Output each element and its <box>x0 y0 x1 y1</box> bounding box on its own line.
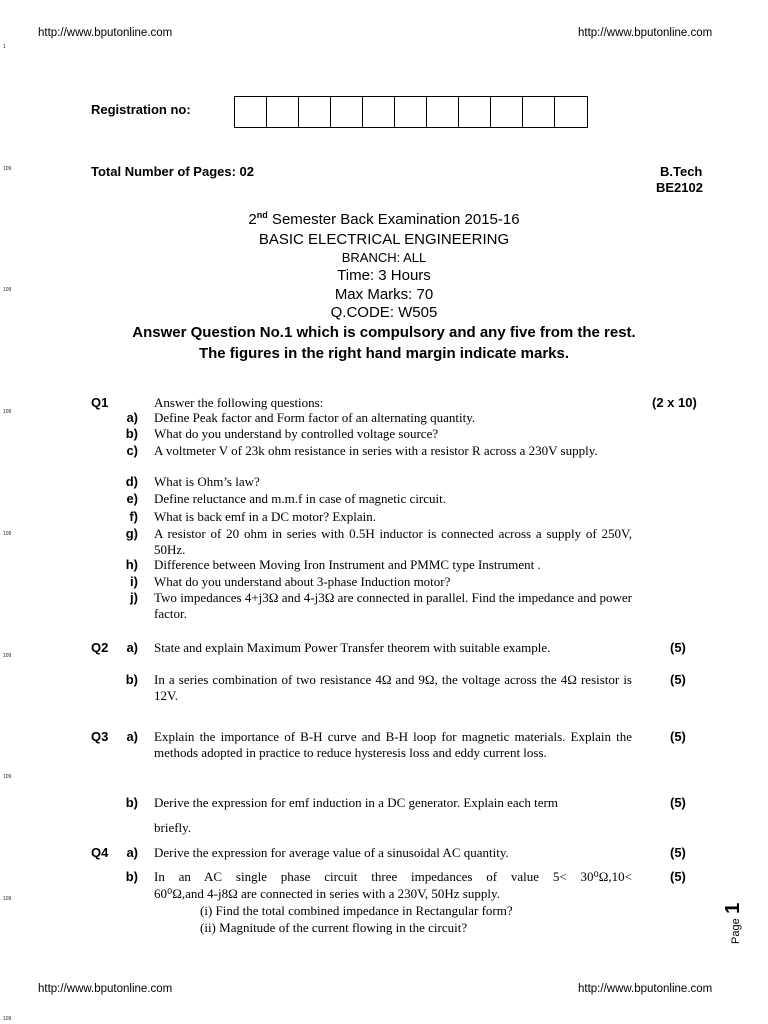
question-marks: (5) <box>670 869 686 884</box>
subquestion-text: What do you understand about 3-phase Induction motor? <box>154 574 451 589</box>
margin-number: 109 <box>3 166 12 172</box>
subquestion-label: i) <box>130 574 138 589</box>
subquestion-text-continued: briefly. <box>154 820 192 835</box>
question-marks: (5) <box>670 729 686 744</box>
subquestion-label: b) <box>125 426 138 441</box>
instruction-line-1: Answer Question No.1 which is compulsory and any five from the rest. <box>132 324 636 341</box>
subquestion-text: Derive the expression for average value of a sinusoidal AC quantity. <box>154 845 509 860</box>
branch: BRANCH: ALL <box>341 250 427 265</box>
registration-boxes[interactable] <box>234 96 588 128</box>
subquestion-label: b) <box>125 672 138 687</box>
subquestion-part: (ii) Magnitude of the current flowing in the circuit? <box>200 920 468 935</box>
subquestion-text: What is back emf in a DC motor? Explain. <box>154 509 377 524</box>
margin-number: 109 <box>3 896 12 902</box>
registration-digit-box[interactable] <box>235 97 267 127</box>
question-marks: (5) <box>670 640 686 655</box>
subquestion-label: e) <box>126 491 138 506</box>
subquestion-text: State and explain Maximum Power Transfer theorem with suitable example. <box>154 640 551 655</box>
page-number-label: Page 1 <box>722 902 744 944</box>
subquestion-text: Define Peak factor and Form factor of an alternating quantity. <box>154 410 476 425</box>
subquestion-label: a) <box>126 640 138 655</box>
subquestion-text: Difference between Moving Iron Instrument and PMMC type Instrument . <box>154 557 541 572</box>
subject-title: BASIC ELECTRICAL ENGINEERING <box>258 231 510 248</box>
margin-number: 109 <box>3 1016 12 1022</box>
question-intro: Answer the following questions: <box>154 395 324 410</box>
subquestion-label: a) <box>126 845 138 860</box>
registration-digit-box[interactable] <box>555 97 587 127</box>
subquestion-text: Two impedances 4+j3Ω and 4-j3Ω are connected in parallel. Find the impedance and power factor. <box>154 590 632 621</box>
registration-digit-box[interactable] <box>299 97 331 127</box>
question-marks: (5) <box>670 672 686 687</box>
exam-time: Time: 3 Hours <box>337 267 431 284</box>
subquestion-label: b) <box>125 869 138 884</box>
margin-number: 109 <box>3 774 12 780</box>
registration-digit-box[interactable] <box>395 97 427 127</box>
registration-digit-box[interactable] <box>331 97 363 127</box>
subquestion-label: j) <box>130 590 138 605</box>
registration-digit-box[interactable] <box>427 97 459 127</box>
margin-number: 109 <box>3 287 12 293</box>
course-name: B.Tech <box>660 164 703 179</box>
question-number: Q3 <box>91 729 109 744</box>
registration-label: Registration no: <box>91 102 191 117</box>
header-url-left[interactable]: http://www.bputonline.com <box>38 27 173 39</box>
registration-digit-box[interactable] <box>267 97 299 127</box>
subquestion-text: A voltmeter V of 23k ohm resistance in series with a resistor R across a 230V supply. <box>154 443 598 458</box>
registration-digit-box[interactable] <box>363 97 395 127</box>
question-number: Q1 <box>91 395 109 410</box>
subquestion-label: a) <box>126 410 138 425</box>
footer-url-left[interactable]: http://www.bputonline.com <box>38 983 173 995</box>
subquestion-text-continued: 60⁰Ω,and 4-j8Ω are connected in series with a 230V, 50Hz supply. <box>154 886 500 901</box>
question-number: Q2 <box>91 640 109 655</box>
registration-digit-box[interactable] <box>523 97 555 127</box>
subquestion-label: f) <box>129 509 138 524</box>
question-number: Q4 <box>91 845 109 860</box>
question-marks: (5) <box>670 795 686 810</box>
question-code: Q.CODE: W505 <box>330 304 438 321</box>
subject-code: BE2102 <box>656 180 703 195</box>
subquestion-text: What is Ohm’s law? <box>154 474 260 489</box>
footer-url-right[interactable]: http://www.bputonline.com <box>578 983 713 995</box>
subquestion-label: a) <box>126 729 138 744</box>
max-marks: Max Marks: 70 <box>334 286 434 303</box>
subquestion-text: In an AC single phase circuit three impedances of value 5< 30⁰Ω,10< <box>154 869 632 884</box>
subquestion-label: d) <box>125 474 138 489</box>
registration-digit-box[interactable] <box>459 97 491 127</box>
margin-number: 109 <box>3 409 12 415</box>
margin-number: 109 <box>3 653 12 659</box>
question-marks: (5) <box>670 845 686 860</box>
subquestion-text: Explain the importance of B-H curve and B-H loop for magnetic materials. Explain the methods adopted in practice to reduce hysteresis loss and eddy current loss. <box>154 729 632 760</box>
question-marks: (2 x 10) <box>652 395 697 410</box>
subquestion-text: A resistor of 20 ohm in series with 0.5H inductor is connected across a supply of 250V, 50Hz. <box>154 526 632 557</box>
semester-title: 2nd Semester Back Examination 2015-16 <box>248 210 520 228</box>
total-pages: Total Number of Pages: 02 <box>91 164 255 179</box>
margin-number: 109 <box>3 531 12 537</box>
subquestion-text: What do you understand by controlled voltage source? <box>154 426 439 441</box>
header-url-right[interactable]: http://www.bputonline.com <box>578 27 713 39</box>
subquestion-label: c) <box>126 443 138 458</box>
subquestion-label: b) <box>125 795 138 810</box>
instruction-line-2: The figures in the right hand margin indicate marks. <box>198 345 570 362</box>
subquestion-label: g) <box>125 526 138 541</box>
subquestion-part: (i) Find the total combined impedance in Rectangular form? <box>200 903 513 918</box>
subquestion-text: Derive the expression for emf induction in a DC generator. Explain each term <box>154 795 558 810</box>
subquestion-text: Define reluctance and m.m.f in case of magnetic circuit. <box>154 491 447 506</box>
subquestion-text: In a series combination of two resistance 4Ω and 9Ω, the voltage across the 4Ω resistor is 12V. <box>154 672 632 703</box>
subquestion-label: h) <box>125 557 138 572</box>
margin-number: 1 <box>3 44 6 50</box>
registration-digit-box[interactable] <box>491 97 523 127</box>
